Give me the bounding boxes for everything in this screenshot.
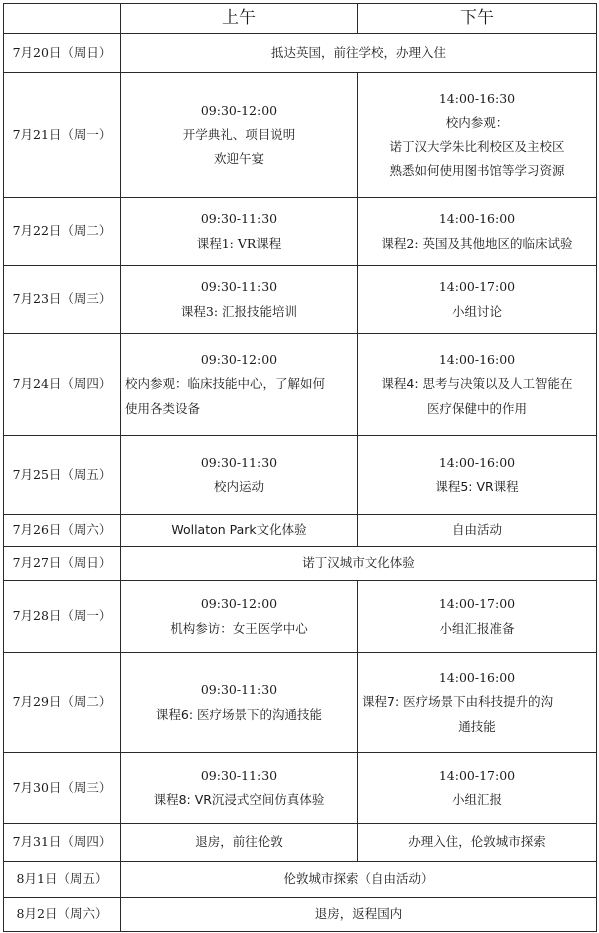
header-am: 上午 (121, 4, 358, 34)
table-row (4, 73, 597, 198)
pm-line: 诺丁汉大学朱比利校区及主校区 (389, 139, 565, 154)
pm-cell (358, 266, 597, 334)
header-pm: 下午 (358, 4, 597, 34)
date-cell: 7月28日（周一） (4, 581, 121, 653)
table-row (4, 334, 597, 436)
am-cell: Wollaton Park文化体验 (121, 515, 358, 547)
pm-time: 14:00-16:00 (438, 211, 516, 227)
pm-cell (358, 198, 597, 266)
date-cell: 7月24日（周四） (4, 334, 121, 436)
pm-time: 14:00-16:30 (438, 90, 516, 106)
am-line: 机构参访：女王医学中心 (170, 620, 308, 636)
am-cell (121, 198, 358, 266)
table-row (4, 34, 597, 73)
date-cell: 7月20日（周日） (4, 34, 121, 73)
am-line: 课程8: VR沉浸式空间仿真体验 (153, 792, 325, 807)
date-cell: 7月27日（周日） (4, 547, 121, 581)
pm-cell (358, 753, 597, 824)
pm-cell: 办理入住，伦敦城市探索 (358, 824, 597, 862)
pm-cell (358, 334, 597, 436)
table-row (4, 824, 597, 862)
table-row (4, 753, 597, 824)
pm-line: 课程4: 思考与决策以及人工智能在 (381, 376, 573, 392)
date-cell: 8月2日（周六） (4, 898, 121, 932)
schedule-table (3, 3, 597, 932)
am-line: 使用各类设备 (125, 400, 201, 416)
pm-line: 医疗保健中的作用 (426, 400, 527, 416)
pm-line: 校内参观： (445, 114, 509, 130)
am-cell (121, 436, 358, 515)
pm-cell (358, 436, 597, 515)
am-line: 课程6: 医疗场景下的沟通技能 (155, 706, 323, 722)
table-row (4, 266, 597, 334)
am-line: 欢迎午宴 (213, 151, 264, 167)
am-time: 09:30-11:30 (200, 279, 278, 295)
pm-line: 小组汇报 (451, 792, 502, 807)
table-row (4, 198, 597, 266)
header-row (4, 4, 597, 34)
table-row (4, 862, 597, 898)
full-day-activity: 退房，返程国内 (121, 898, 597, 932)
header-date-cell (4, 4, 121, 34)
date-cell: 7月29日（周二） (4, 653, 121, 753)
table-row (4, 653, 597, 753)
pm-time: 14:00-17:00 (438, 596, 516, 612)
pm-time: 14:00-16:00 (438, 670, 516, 686)
pm-time: 14:00-17:00 (438, 767, 516, 783)
pm-cell (358, 653, 597, 753)
pm-time: 14:00-16:00 (438, 352, 516, 368)
pm-cell: 自由活动 (358, 515, 597, 547)
am-cell (121, 73, 358, 198)
am-line: 课程3: 汇报技能培训 (180, 303, 298, 319)
full-day-activity: 抵达英国，前往学校，办理入住 (121, 34, 597, 73)
date-cell: 7月31日（周四） (4, 824, 121, 862)
table-row (4, 898, 597, 932)
full-day-activity: 伦敦城市探索（自由活动） (121, 862, 597, 898)
date-cell: 7月21日（周一） (4, 73, 121, 198)
pm-line: 课程7: 医疗场景下由科技提升的沟 (362, 694, 554, 710)
pm-line: 熟悉如何使用图书馆等学习资源 (389, 163, 565, 179)
pm-cell (358, 581, 597, 653)
am-cell (121, 334, 358, 436)
am-cell (121, 753, 358, 824)
pm-line: 小组讨论 (451, 303, 502, 319)
date-cell: 8月1日（周五） (4, 862, 121, 898)
am-cell (121, 653, 358, 753)
am-time: 09:30-11:30 (200, 767, 278, 783)
table-row (4, 581, 597, 653)
pm-line: 小组汇报准备 (439, 620, 515, 636)
am-time: 09:30-11:30 (200, 211, 278, 227)
date-cell: 7月30日（周三） (4, 753, 121, 824)
date-cell: 7月22日（周二） (4, 198, 121, 266)
pm-time: 14:00-16:00 (438, 454, 516, 470)
am-time: 09:30-11:30 (200, 682, 278, 698)
pm-time: 14:00-17:00 (438, 279, 516, 295)
am-time: 09:30-11:30 (200, 454, 278, 470)
pm-line: 课程2: 英国及其他地区的临床试验 (381, 235, 573, 251)
am-cell (121, 581, 358, 653)
am-line: 开学典礼、项目说明 (182, 126, 296, 142)
table-row (4, 436, 597, 515)
am-line: 课程1: VR课程 (196, 235, 282, 251)
date-cell: 7月25日（周五） (4, 436, 121, 515)
am-cell (121, 266, 358, 334)
am-line: 校内参观：临床技能中心，了解如何 (125, 376, 326, 392)
am-time: 09:30-12:00 (200, 102, 278, 118)
am-time: 09:30-12:00 (200, 352, 278, 368)
date-cell: 7月26日（周六） (4, 515, 121, 547)
table-row (4, 515, 597, 547)
date-cell: 7月23日（周三） (4, 266, 121, 334)
full-day-activity: 诺丁汉城市文化体验 (121, 547, 597, 581)
am-time: 09:30-12:00 (200, 596, 278, 612)
am-line: 校内运动 (213, 479, 264, 494)
pm-line: 课程5: VR课程 (435, 479, 519, 494)
pm-line: 通技能 (458, 718, 496, 734)
table-row (4, 547, 597, 581)
pm-cell (358, 73, 597, 198)
am-cell: 退房，前往伦敦 (121, 824, 358, 862)
